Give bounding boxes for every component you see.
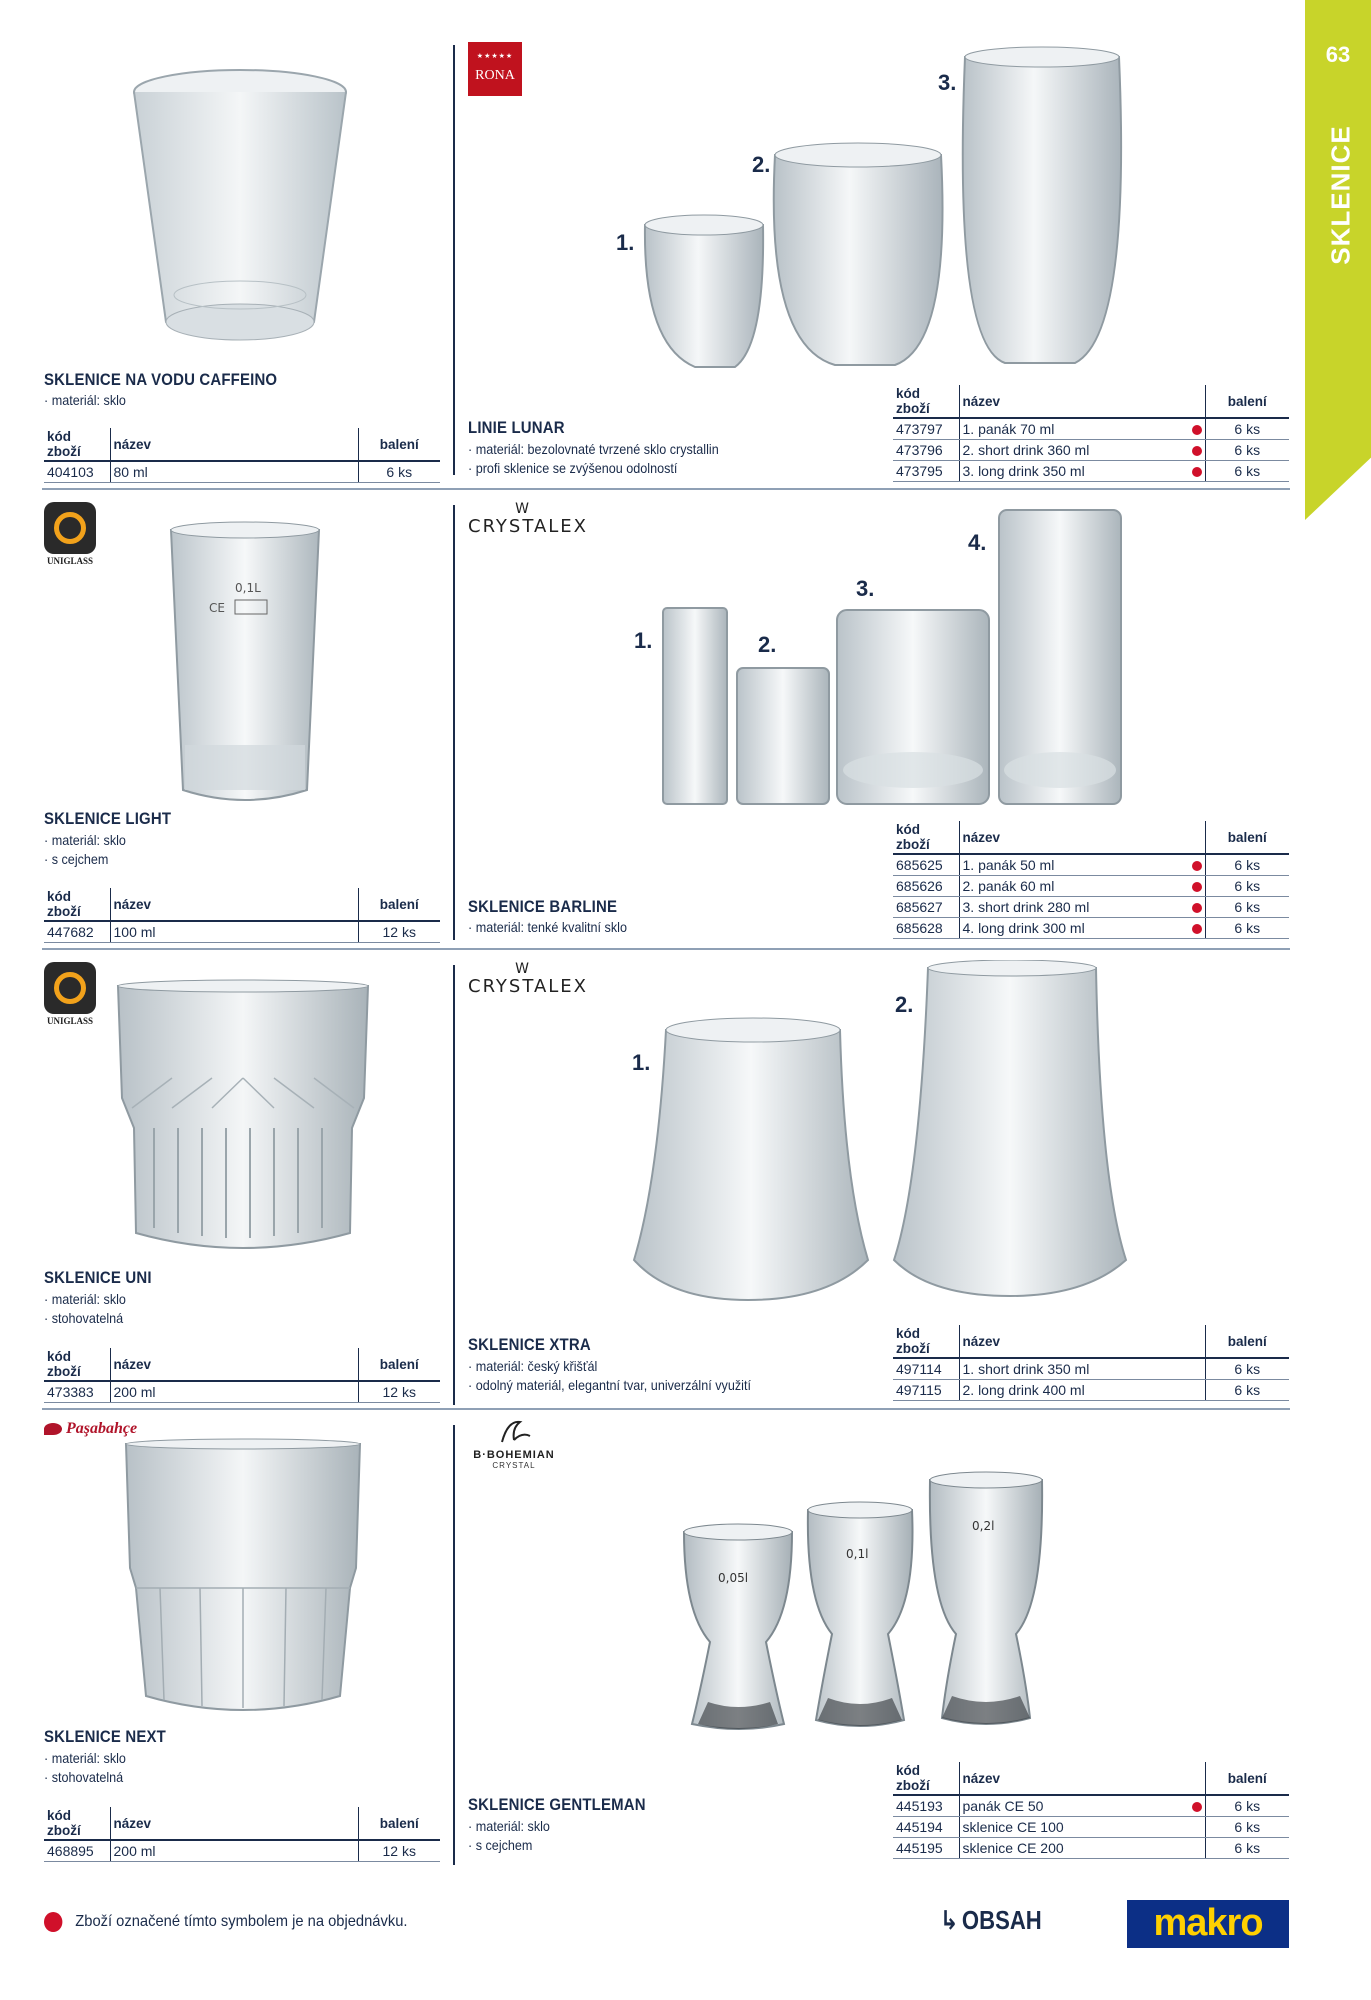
column-divider: [453, 505, 455, 940]
product-title: SKLENICE GENTLEMAN: [468, 1795, 646, 1814]
product-feature: · stohovatelná: [44, 1769, 124, 1785]
row-divider: [42, 488, 1290, 490]
product-table: kód zboží název balení 468895 200 ml 12 ks: [44, 1807, 440, 1862]
item-number: 1.: [634, 628, 653, 653]
row-divider: [42, 1408, 1290, 1410]
pasabahce-logo: Paşabahçe: [44, 1420, 137, 1438]
order-indicator: [1192, 903, 1202, 913]
barline-glasses-image: [655, 500, 1135, 810]
item-number: 2.: [895, 992, 914, 1017]
col-code: kód zboží: [44, 428, 110, 461]
product-title: SKLENICE UNI: [44, 1268, 152, 1287]
table-row: 445195 sklenice CE 200 6 ks: [893, 1837, 1289, 1858]
item-number: 4.: [968, 530, 987, 555]
order-indicator: [1192, 425, 1202, 435]
product-feature: · materiál: tenké kvalitní sklo: [468, 919, 627, 935]
crystalex-logo: W CRYSTALEX: [468, 501, 588, 537]
product-table: kód zboží název balení 497114 1. short drink 350 ml 6 ks 497115 2. long drink 400 ml 6 ks: [893, 1325, 1289, 1401]
row-divider: [42, 948, 1290, 950]
order-indicator: [1192, 1802, 1202, 1812]
product-table: kód zboží název balení 447682 100 ml 12 ks: [44, 888, 440, 943]
item-number: 3.: [938, 70, 957, 95]
product-feature: · materiál: bezolovnaté tvrzené sklo crystallin: [468, 441, 719, 457]
light-glass-image: [165, 520, 325, 810]
uni-glass-image: [112, 978, 374, 1268]
column-divider: [453, 1425, 455, 1865]
glass-mark: 0,2l: [972, 1519, 995, 1533]
table-row: 473797 1. panák 70 ml 6 ks: [893, 418, 1289, 439]
caffeino-glass-image: [120, 60, 360, 360]
product-title: LINIE LUNAR: [468, 418, 565, 437]
table-row: 404103 80 ml 6 ks: [44, 461, 440, 482]
order-indicator: [1192, 882, 1202, 892]
order-legend: Zboží označené tímto symbolem je na objednávku.: [44, 1912, 407, 1932]
table-row: 445193 panák CE 50 6 ks: [893, 1795, 1289, 1816]
table-row: 685625 1. panák 50 ml 6 ks: [893, 854, 1289, 875]
table-row: 473795 3. long drink 350 ml 6 ks: [893, 460, 1289, 481]
rona-logo: ★★★★★ RONA: [468, 42, 522, 96]
product-feature: · materiál: sklo: [44, 832, 126, 848]
table-row: 445194 sklenice CE 100 6 ks: [893, 1816, 1289, 1837]
order-indicator-icon: [44, 1912, 62, 1932]
svg-text:CE: CE: [209, 601, 225, 615]
table-row: 473383 200 ml 12 ks: [44, 1381, 440, 1402]
column-divider: [453, 965, 455, 1405]
product-table: kód zboží název balení 685625 1. panák 50 ml 6 ks 685626 2. panák 60 ml 6 ks 685627 3. short drink 280 ml 6 ks 685628 4. long drink 300 ml 6 ks: [893, 821, 1289, 939]
table-row: 447682 100 ml 12 ks: [44, 921, 440, 942]
product-feature: · odolný materiál, elegantní tvar, univerzální využití: [468, 1377, 751, 1393]
table-row: 468895 200 ml 12 ks: [44, 1840, 440, 1861]
product-feature: · materiál: sklo: [44, 1291, 126, 1307]
item-number: 2.: [758, 632, 777, 657]
product-feature: · materiál: sklo: [44, 392, 126, 408]
page-number: 63: [1325, 42, 1351, 67]
item-number: 1.: [632, 1050, 651, 1075]
order-indicator: [1192, 861, 1202, 871]
uniglass-logo: UNIGLASS: [42, 502, 98, 568]
order-indicator: [1192, 924, 1202, 934]
table-row: 497114 1. short drink 350 ml 6 ks: [893, 1358, 1289, 1379]
product-table: [44, 428, 440, 483]
table-row: 685627 3. short drink 280 ml 6 ks: [893, 896, 1289, 917]
table-row: 685628 4. long drink 300 ml 6 ks: [893, 917, 1289, 938]
arrow-icon: ↳: [940, 1905, 959, 1935]
order-indicator: [1192, 446, 1202, 456]
product-title: SKLENICE NA VODU CAFFEINO: [44, 370, 278, 389]
table-row: 685626 2. panák 60 ml 6 ks: [893, 875, 1289, 896]
order-indicator: [1192, 467, 1202, 477]
product-feature: · s cejchem: [468, 1837, 533, 1853]
item-number: 3.: [856, 576, 875, 601]
product-feature: · materiál: sklo: [468, 1818, 550, 1834]
product-title: SKLENICE XTRA: [468, 1335, 591, 1354]
col-name: název: [110, 428, 358, 461]
item-number: 2.: [752, 152, 771, 177]
product-table: kód zboží název balení 473383 200 ml 12 ks: [44, 1348, 440, 1403]
section-label: SKLENICE: [1325, 125, 1356, 265]
table-row: 473796 2. short drink 360 ml 6 ks: [893, 439, 1289, 460]
glass-mark: 0,1L: [235, 581, 261, 595]
product-feature: · materiál: sklo: [44, 1750, 126, 1766]
col-pack: balení: [358, 428, 440, 461]
column-divider: [453, 45, 455, 475]
product-feature: · profi sklenice se zvýšenou odolností: [468, 460, 678, 476]
makro-logo: makro: [1127, 1900, 1289, 1948]
bohemian-emblem-icon: [494, 1418, 534, 1444]
lunar-glasses-image: [635, 45, 1135, 375]
uniglass-logo: UNIGLASS: [42, 962, 98, 1028]
item-number: 1.: [616, 230, 635, 255]
glass-mark: 0,05l: [718, 1571, 749, 1585]
table-row: 497115 2. long drink 400 ml 6 ks: [893, 1379, 1289, 1400]
product-title: SKLENICE BARLINE: [468, 897, 618, 916]
crystalex-logo: W CRYSTALEX: [468, 961, 588, 997]
glass-mark: 0,1l: [846, 1547, 869, 1561]
product-feature: · s cejchem: [44, 851, 109, 867]
product-title: SKLENICE LIGHT: [44, 809, 172, 828]
bohemian-logo: B·BOHEMIAN CRYSTAL: [466, 1418, 562, 1470]
xtra-glasses-image: [630, 960, 1130, 1310]
product-table: kód zboží název balení 473797 1. panák 70 ml 6 ks 473796 2. short drink 360 ml 6 ks 473795 3. long drink 350 ml 6 ks: [893, 385, 1289, 482]
product-feature: · stohovatelná: [44, 1310, 124, 1326]
product-title: SKLENICE NEXT: [44, 1727, 166, 1746]
product-table: kód zboží název balení 445193 panák CE 50 6 ks 445194 sklenice CE 100 6 ks 445195 sklenice CE 200 6 ks: [893, 1762, 1289, 1859]
gentleman-glasses-image: [680, 1462, 1080, 1732]
contents-link[interactable]: ↳ OBSAH: [940, 1905, 1042, 1935]
next-glass-image: [120, 1438, 366, 1728]
product-feature: · materiál: český křišťál: [468, 1358, 598, 1374]
